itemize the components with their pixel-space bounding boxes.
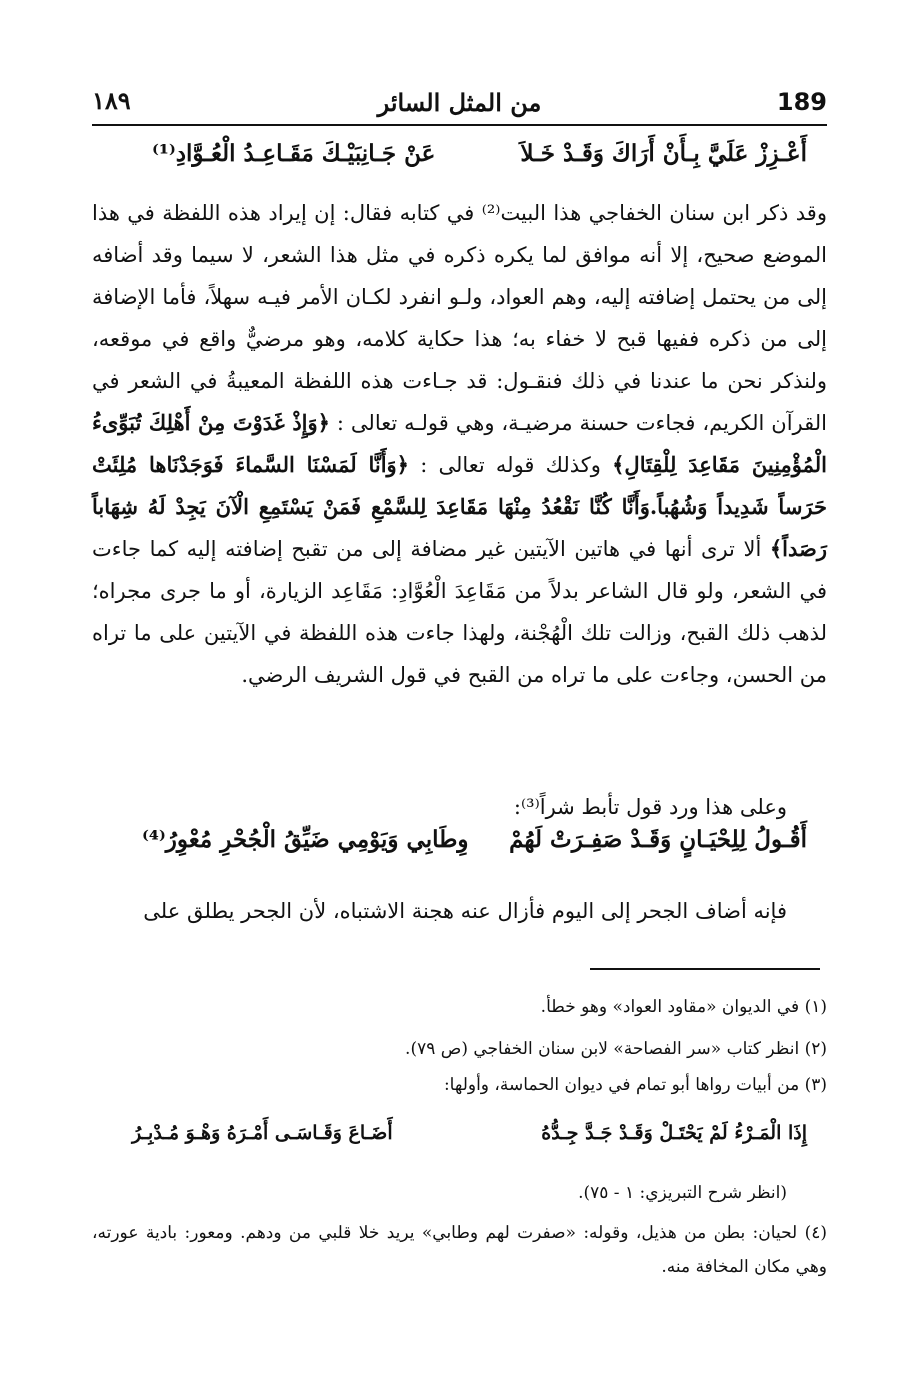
verse-hemistich-right: أَعْـزِزْ عَلَيَّ بِـأَنْ أَرَاكَ وَقَـدْ خَـلاَ [520, 140, 807, 167]
header-rule [92, 124, 827, 126]
verse-hemistich-left: أَضَـاعَ وَقَـاسَـى أَمْـرَهُ وَهْـوَ مُـدْبِـرُ [132, 1122, 393, 1144]
main-paragraph [92, 192, 827, 696]
closing-line: فإنه أضاف الجحر إلى اليوم فأزال عنه هجنة الاشتباه، لأن الجحر يطلق على [143, 899, 787, 923]
page-number-arabic: ١٨٩ [92, 86, 131, 115]
paragraph-text: وكذلك قوله تعالى : [420, 453, 601, 477]
verse-hemistich-right: أَقُـولُ لِلِحْيَـانٍ وَقَـدْ صَفِـرَتْ لَهُمْ [509, 826, 807, 853]
paragraph-text: وقد ذكر ابن سنان الخفاجي هذا البيت⁽²⁾ في كتابه فقال: إن إيراد هذه اللفظة في هذا الموضع صحيح، إلا أنه موافق لما يكره ذكره في مثل هذا الشعر، لا سيما وقد أضافه إلى من يحتمل إضافته إليه، وهم العواد، ولـو انفرد لكـان الأمر فيـه سهلاً، فأما الإضافة إلى من ذكره ففيها قبح لا خفاء به؛ هذا حكاية كلامه، وهو مرضيٌّ واقع في موقعه، ولنذكر نحن ما عندنا في ذلك فنقـول: قد جـاءت هذه اللفظة المعيبةُ في الشعر في القرآن الكريم، فجاءت حسنة مرضيـة، وهي قولـه تعالى : [92, 201, 827, 435]
footnote-2: (٢) انظر كتاب «سر الفصاحة» لابن سنان الخفاجي (ص ٧٩). [405, 1039, 827, 1059]
verse-hemistich-right: إِذَا الْمَـرْءُ لَمْ يَحْتَـلْ وَقَـدْ جَـدَّ جِـدُّهُ [541, 1122, 807, 1144]
verse-hemistich-left: عَنْ جَـانِبَيْـكَ مَقَـاعِـدُ الْعُـوَّادِ⁽¹⁾ [152, 140, 436, 167]
paragraph-text: ألا ترى أنها في هاتين الآيتين غير مضافة إلى من تقبح إضافته إليه كما جاءت في الشعر، ولو قال الشاعر بدلاً من مَقَاعِدَ الْعُوَّادِ: مَقَاعِد الزيارة، أو ما جرى مجراه؛ لذهب ذلك القبح، وزالت تلك الْهُجْنة، ولهذا جاءت هذه اللفظة في الآيتين على ما تراه من الحسن، وجاءت على ما تراه من القبح في قول الشريف الرضي. [92, 537, 827, 687]
footnote-verse [92, 1118, 827, 1162]
footnote-3-reference: (انظر شرح التبريزي: ١ - ٧٥). [578, 1183, 787, 1203]
running-title: من المثل السائر [377, 88, 542, 117]
quran-quote: ﴿وَأَنَّا لَمَسْنَا السَّماءَ فَوَجَدْنَاها مُلِئَتْ حَرَساً شَدِيداً وَشُهُباً.وَأَنَّا كُنَّا نَقْعُدُ مِنْهَا مَقَاعِدَ لِلسَّمْعِ فَمَنْ يَسْتَمِعِ الْآنَ يَجِدْ لَهُ شِهَاباً رَصَداً﴾ [92, 452, 827, 561]
poem-verse [92, 136, 827, 180]
page-number-latin: 189 [776, 88, 827, 116]
footnote-3: (٣) من أبيات رواها أبو تمام في ديوان الحماسة، وأولها: [443, 1075, 827, 1095]
footnote-1: (١) في الديوان «مقاود العواد» وهو خطأ. [540, 997, 827, 1017]
footnote-rule [590, 968, 820, 970]
quran-quote: ﴿وَإِذْ غَدَوْتَ مِنْ أَهْلِكَ تُبَوِّىءُ الْمُؤْمِنِينَ مَقَاعِدَ لِلْقِتَالِ﴾ [92, 410, 828, 477]
footnote-4: (٤) لحيان: بطن من هذيل، وقوله: «صفرت لهم وطابي» يريد خلا قلبي من ودهم. ومعور: بادية عورته، وهي مكان المخافة منه. [92, 1223, 827, 1277]
poem-verse [92, 822, 827, 866]
verse-hemistich-left: وِطَابِي وَيَوْمِي ضَيِّقُ الْجُحْرِ مُعْوِرُ⁽⁴⁾ [142, 826, 469, 853]
page-header [92, 86, 827, 120]
intro-line: وعلى هذا ورد قول تأبط شراً⁽³⁾: [513, 795, 787, 819]
